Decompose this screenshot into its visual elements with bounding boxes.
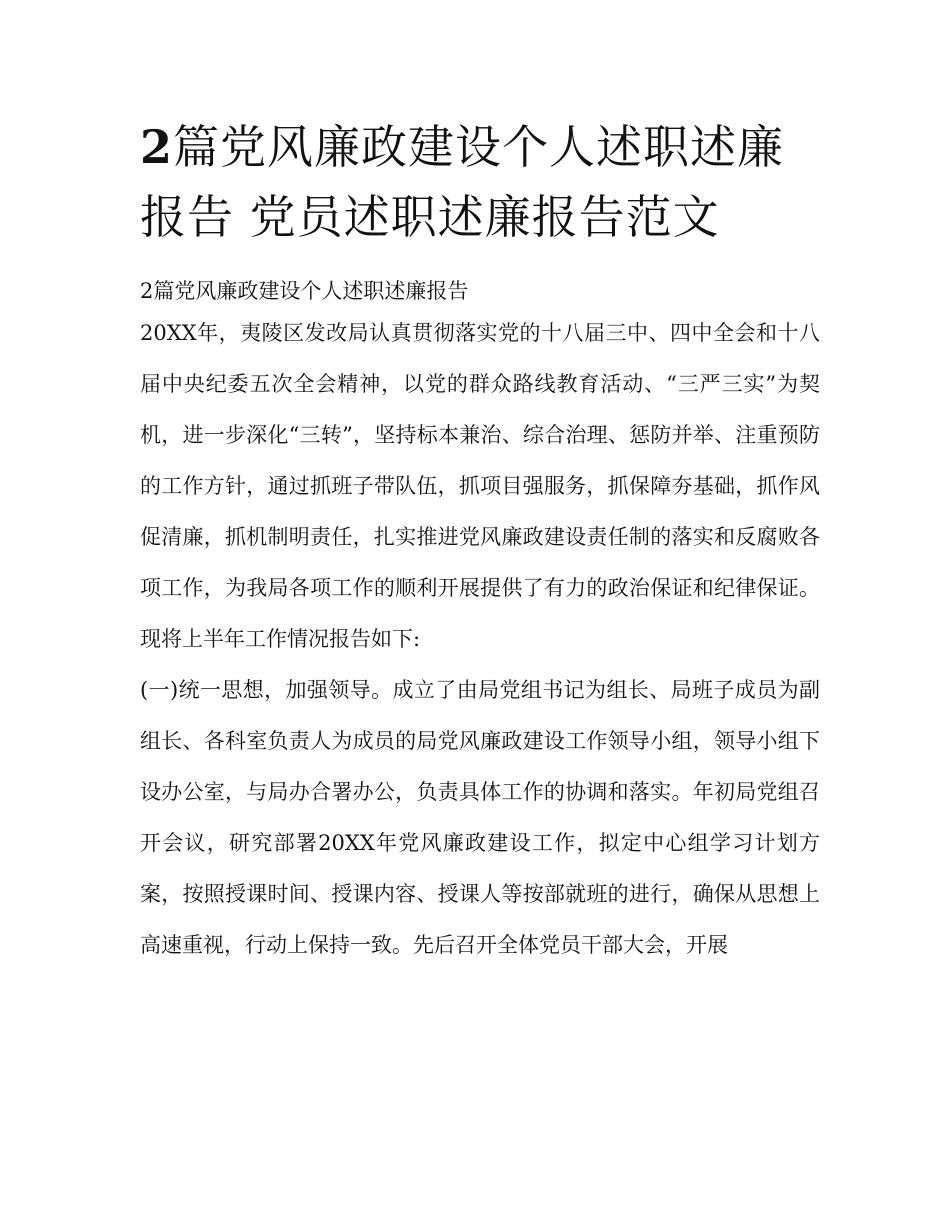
document-body: [140, 112, 820, 971]
paragraph-section-one: (一)统一思想，加强领导。成立了由局党组书记为组长、局班子成员为副组长、各科室负责人为成员的局党风廉政建设工作领导小组，领导小组下设办公室，与局办合署办公，负责具体工作的协调和落实。年初局党组召开会议，研究部署20XX年党风廉政建设工作，拟定中心组学习计划方案，按照授课时间、授课内容、授课人等按部就班的进行，确保从思想上高速重视，行动上保持一致。先后召开全体党员干部大会，开展: [140, 678, 820, 957]
document-title: [140, 112, 820, 252]
document-subtitle: 2篇党风廉政建设个人述职述廉报告: [140, 279, 469, 303]
title-number: 2: [140, 120, 174, 174]
title-text: 篇党风廉政建设个人述职述廉报告 党员述职述廉报告范文: [140, 120, 785, 244]
paragraph-intro: 20XX年，夷陵区发改局认真贯彻落实党的十八届三中、四中全会和十八届中央纪委五次全会精神，以党的群众路线教育活动、“三严三实”为契机，进一步深化“三转”，坚持标本兼治、综合治理、惩防并举、注重预防的工作方针，通过抓班子带队伍，抓项目强服务，抓保障夯基础，抓作风促清廉，抓机制明责任，扎实推进党风廉政建设责任制的落实和反腐败各项工作，为我局各项工作的顺利开展提供了有力的政治保证和纪律保证。现将上半年工作情况报告如下:: [140, 321, 820, 651]
